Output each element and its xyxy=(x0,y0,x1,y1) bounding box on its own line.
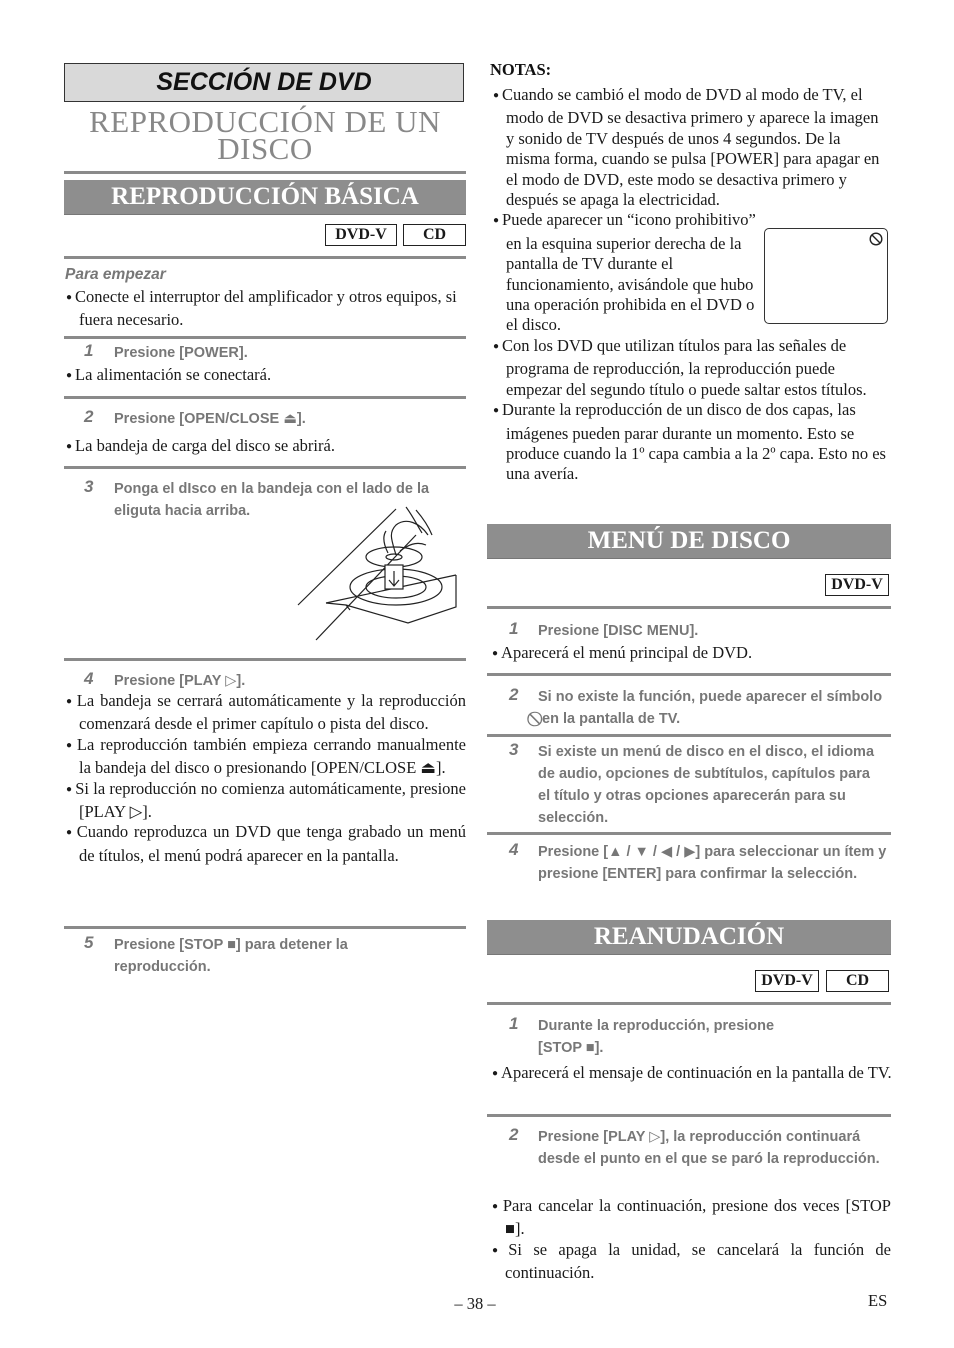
divider xyxy=(487,1002,891,1005)
step-instruction: Durante la reproducción, presione [STOP ■]. xyxy=(538,1018,775,1056)
note-item: ● Cuando se cambió el modo de DVD al modo de TV, el modo de DVD se desactiva primero y aparece la imagen y sonido de TV después de unos 4 segundos. De la misma forma, cuando se pulsa [POWER] para apagar en el modo de DVD, este modo se desactiva primero y después se apaga la electricidad. xyxy=(492,85,888,210)
step-instruction: Presione [STOP ■] para detener la reproducción. xyxy=(114,937,348,975)
divider xyxy=(64,171,466,174)
divider xyxy=(487,734,891,737)
step-number: 2 xyxy=(509,1125,519,1144)
divider xyxy=(487,606,891,609)
step-instruction: Ponga el dIsco en la bandeja con el lado de la eliguta hacia arriba. xyxy=(114,481,430,519)
divider xyxy=(64,256,466,259)
step-bullet: ● La reproducción también empieza cerrando manualmente la bandeja del disco o presionando [OPEN/CLOSE ⏏]. xyxy=(65,735,466,779)
step-instruction: Presione [PLAY ▷]. xyxy=(114,673,246,689)
section-header xyxy=(64,63,464,102)
disc-tray-illustration xyxy=(296,505,460,645)
divider xyxy=(487,673,891,676)
step-number: 4 xyxy=(509,840,519,859)
dvd-v-tag: DVD-V xyxy=(325,224,397,246)
prohibited-icon xyxy=(869,232,883,246)
step-number: 2 xyxy=(84,407,94,426)
step-bullet: ● La alimentación se conectará. xyxy=(65,365,474,388)
step-instruction: Si existe un menú de disco en el disco, el idioma de audio, opciones de subtítulos, capítulos para el título y otras opciones aparecerán para su selección. xyxy=(538,744,875,826)
step-bullet: ● Aparecerá el menú principal de DVD. xyxy=(491,643,901,666)
disc-menu-heading: MENÚ DE DISCO xyxy=(487,524,891,558)
divider xyxy=(487,954,891,955)
notes-label: NOTAS: xyxy=(490,60,552,79)
divider xyxy=(64,466,466,469)
page-title-line-1: REPRODUCCIÓN DE UN xyxy=(89,104,441,139)
step-bullet: ● Si se apaga la unidad, se cancelará la función de continuación. xyxy=(491,1240,891,1284)
note-item: ● Puede aparecer un “icono prohibitivo” en la esquina superior derecha de la pantalla de TV durante el funcionamiento, avisándole que hubo una operación prohibida en el DVD o el disco. xyxy=(492,210,768,335)
step-bullet: ● La bandeja se cerrará automáticamente y la reproducción comenzará desde el primer capítulo o pista del disco. xyxy=(65,691,466,735)
cd-tag: CD xyxy=(403,224,466,246)
step-instruction: Presione [DISC MENU]. xyxy=(538,623,699,639)
step-number: 1 xyxy=(84,341,94,360)
step-number: 3 xyxy=(84,477,94,496)
start-bullet: ● Conecte el interruptor del amplificador y otros equipos, si fuera necesario. xyxy=(65,287,474,331)
note-item: ● Con los DVD que utilizan títulos para las señales de programa de reproducción, la reproducción puede empezar del segundo título o puede saltar estos títulos. xyxy=(492,336,888,400)
step-bullet: ● Para cancelar la continuación, presione dos veces [STOP ■]. xyxy=(491,1196,891,1240)
step-bullet: ● Cuando reproduzca un DVD que tenga grabado un menú de títulos, el menú podrá aparecer en la pantalla. xyxy=(65,822,466,866)
step-number: 3 xyxy=(509,740,519,759)
step-bullet: ● Si la reproducción no comienza automáticamente, presione [PLAY ▷]. xyxy=(65,779,466,823)
divider xyxy=(487,1114,891,1117)
step-instruction: Presione [OPEN/CLOSE ⏏]. xyxy=(114,411,306,427)
resume-step-2-bullets xyxy=(491,1196,891,1284)
divider xyxy=(64,396,466,399)
divider xyxy=(64,214,466,215)
basic-playback-heading: REPRODUCCIÓN BÁSICA xyxy=(64,180,466,214)
step-instruction: Presione [POWER]. xyxy=(114,345,248,361)
divider xyxy=(64,336,466,339)
page-title-line-2: DISCO xyxy=(217,131,313,166)
cd-tag: CD xyxy=(826,970,889,992)
start-label: Para empezar xyxy=(65,266,166,283)
divider xyxy=(64,658,466,661)
step-number: 1 xyxy=(509,1014,519,1033)
resume-heading: REANUDACIÓN xyxy=(487,920,891,954)
step-4-bullets xyxy=(65,691,466,866)
step-bullet: ● La bandeja de carga del disco se abrirá. xyxy=(65,436,474,459)
language-code: ES xyxy=(868,1291,888,1310)
step-bullet: ● Aparecerá el mensaje de continuación en la pantalla de TV. xyxy=(491,1063,905,1086)
divider xyxy=(487,558,891,559)
step-number: 4 xyxy=(84,669,94,688)
dvd-v-tag: DVD-V xyxy=(755,970,819,992)
tv-screen-illustration xyxy=(764,228,888,324)
step-instruction: Si no existe la función, puede aparecer el símbolo ⃠ en la pantalla de TV. xyxy=(538,689,883,727)
page-number: – 38 – xyxy=(454,1294,496,1313)
step-number: 2 xyxy=(509,685,519,704)
step-instruction: Presione [▲ / ▼ / ◀ / ▶] para seleccionar un ítem y presione [ENTER] para confirmar la selección. xyxy=(538,844,887,882)
step-number: 1 xyxy=(509,619,519,638)
section-title: SECCIÓN DE DVD xyxy=(156,68,372,96)
dvd-v-tag: DVD-V xyxy=(825,574,889,596)
step-instruction: Presione [PLAY ▷], la reproducción continuará desde el punto en el que se paró la reproducción. xyxy=(538,1129,880,1167)
note-item: ● Durante la reproducción de un disco de dos capas, las imágenes pueden parar durante un momento. Esto se produce cuando la 1º capa cambia a la 2º capa. Esto no es una avería. xyxy=(492,400,888,485)
divider xyxy=(64,926,466,929)
divider xyxy=(487,832,891,835)
page-title xyxy=(64,104,466,166)
step-number: 5 xyxy=(84,933,94,952)
